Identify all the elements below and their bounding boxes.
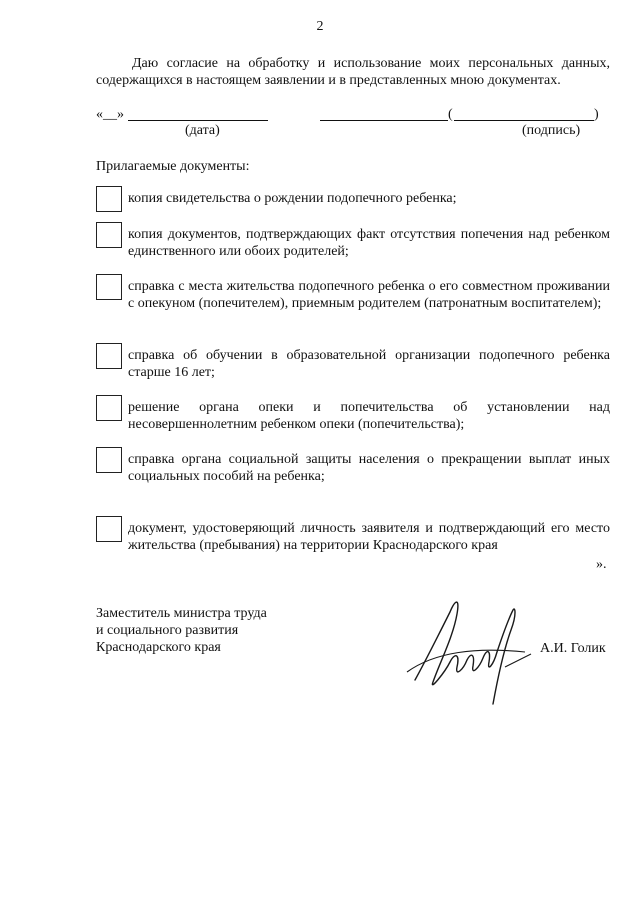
- signature-open-paren: (: [448, 107, 453, 122]
- signatory-line-3: Краснодарского края: [96, 640, 221, 655]
- document-text: справка органа социальной защиты населения о прекращении выплат иных социальных пособий на ребенка;: [128, 452, 610, 484]
- signatory-line-1: Заместитель министра труда: [96, 606, 267, 621]
- document-text: справка об обучении в образовательной организации подопечного ребенка старше 16 лет;: [128, 348, 610, 380]
- document-text: решение органа опеки и попечительства об установлении над несовершеннолетним ребенком опеки (попечительства);: [128, 400, 610, 432]
- document-text: копия свидетельства о рождении подопечного ребенка;: [128, 191, 457, 206]
- date-prefix: «__»: [96, 107, 124, 122]
- checkbox[interactable]: [96, 516, 122, 542]
- checkbox[interactable]: [96, 186, 122, 212]
- signatory-title: [96, 605, 316, 656]
- document-item: [96, 226, 610, 260]
- closing-quote: ».: [596, 557, 607, 572]
- checkbox[interactable]: [96, 395, 122, 421]
- document-text: копия документов, подтверждающих факт отсутствия попечения над ребенком единственного или обоих родителей;: [128, 227, 610, 259]
- attached-heading: Прилагаемые документы:: [96, 159, 250, 174]
- signature-close-paren: ): [594, 107, 599, 122]
- signatory-name: А.И. Голик: [540, 641, 606, 656]
- document-item: [96, 520, 610, 554]
- handwritten-signature: [405, 592, 535, 707]
- signatory-line-2: и социального развития: [96, 623, 239, 638]
- checkbox[interactable]: [96, 343, 122, 369]
- document-item: [96, 451, 610, 485]
- signature-caption: (подпись): [522, 123, 581, 138]
- document-item: [96, 399, 610, 433]
- document-item: [96, 278, 610, 312]
- checkbox[interactable]: [96, 274, 122, 300]
- date-line[interactable]: [128, 106, 268, 121]
- document-item: [96, 347, 610, 381]
- document-text: справка с места жительства подопечного ребенка о его совместном проживании с опекуном (попечителем), приемным родителем (патронатным воспитателем);: [128, 279, 610, 311]
- checkbox[interactable]: [96, 222, 122, 248]
- document-item: [96, 190, 610, 212]
- consent-paragraph: Даю согласие на обработку и использование моих персональных данных, содержащихся в настоящем заявлении и в представленных мною документах.: [96, 56, 610, 88]
- signature-line[interactable]: [454, 106, 594, 121]
- page-number: 2: [316, 19, 324, 34]
- date-caption: (дата): [185, 123, 220, 138]
- name-line[interactable]: [320, 106, 448, 121]
- checkbox[interactable]: [96, 447, 122, 473]
- document-text: документ, удостоверяющий личность заявителя и подтверждающий его место жительства (пребывания) на территории Краснодарского края: [128, 521, 610, 553]
